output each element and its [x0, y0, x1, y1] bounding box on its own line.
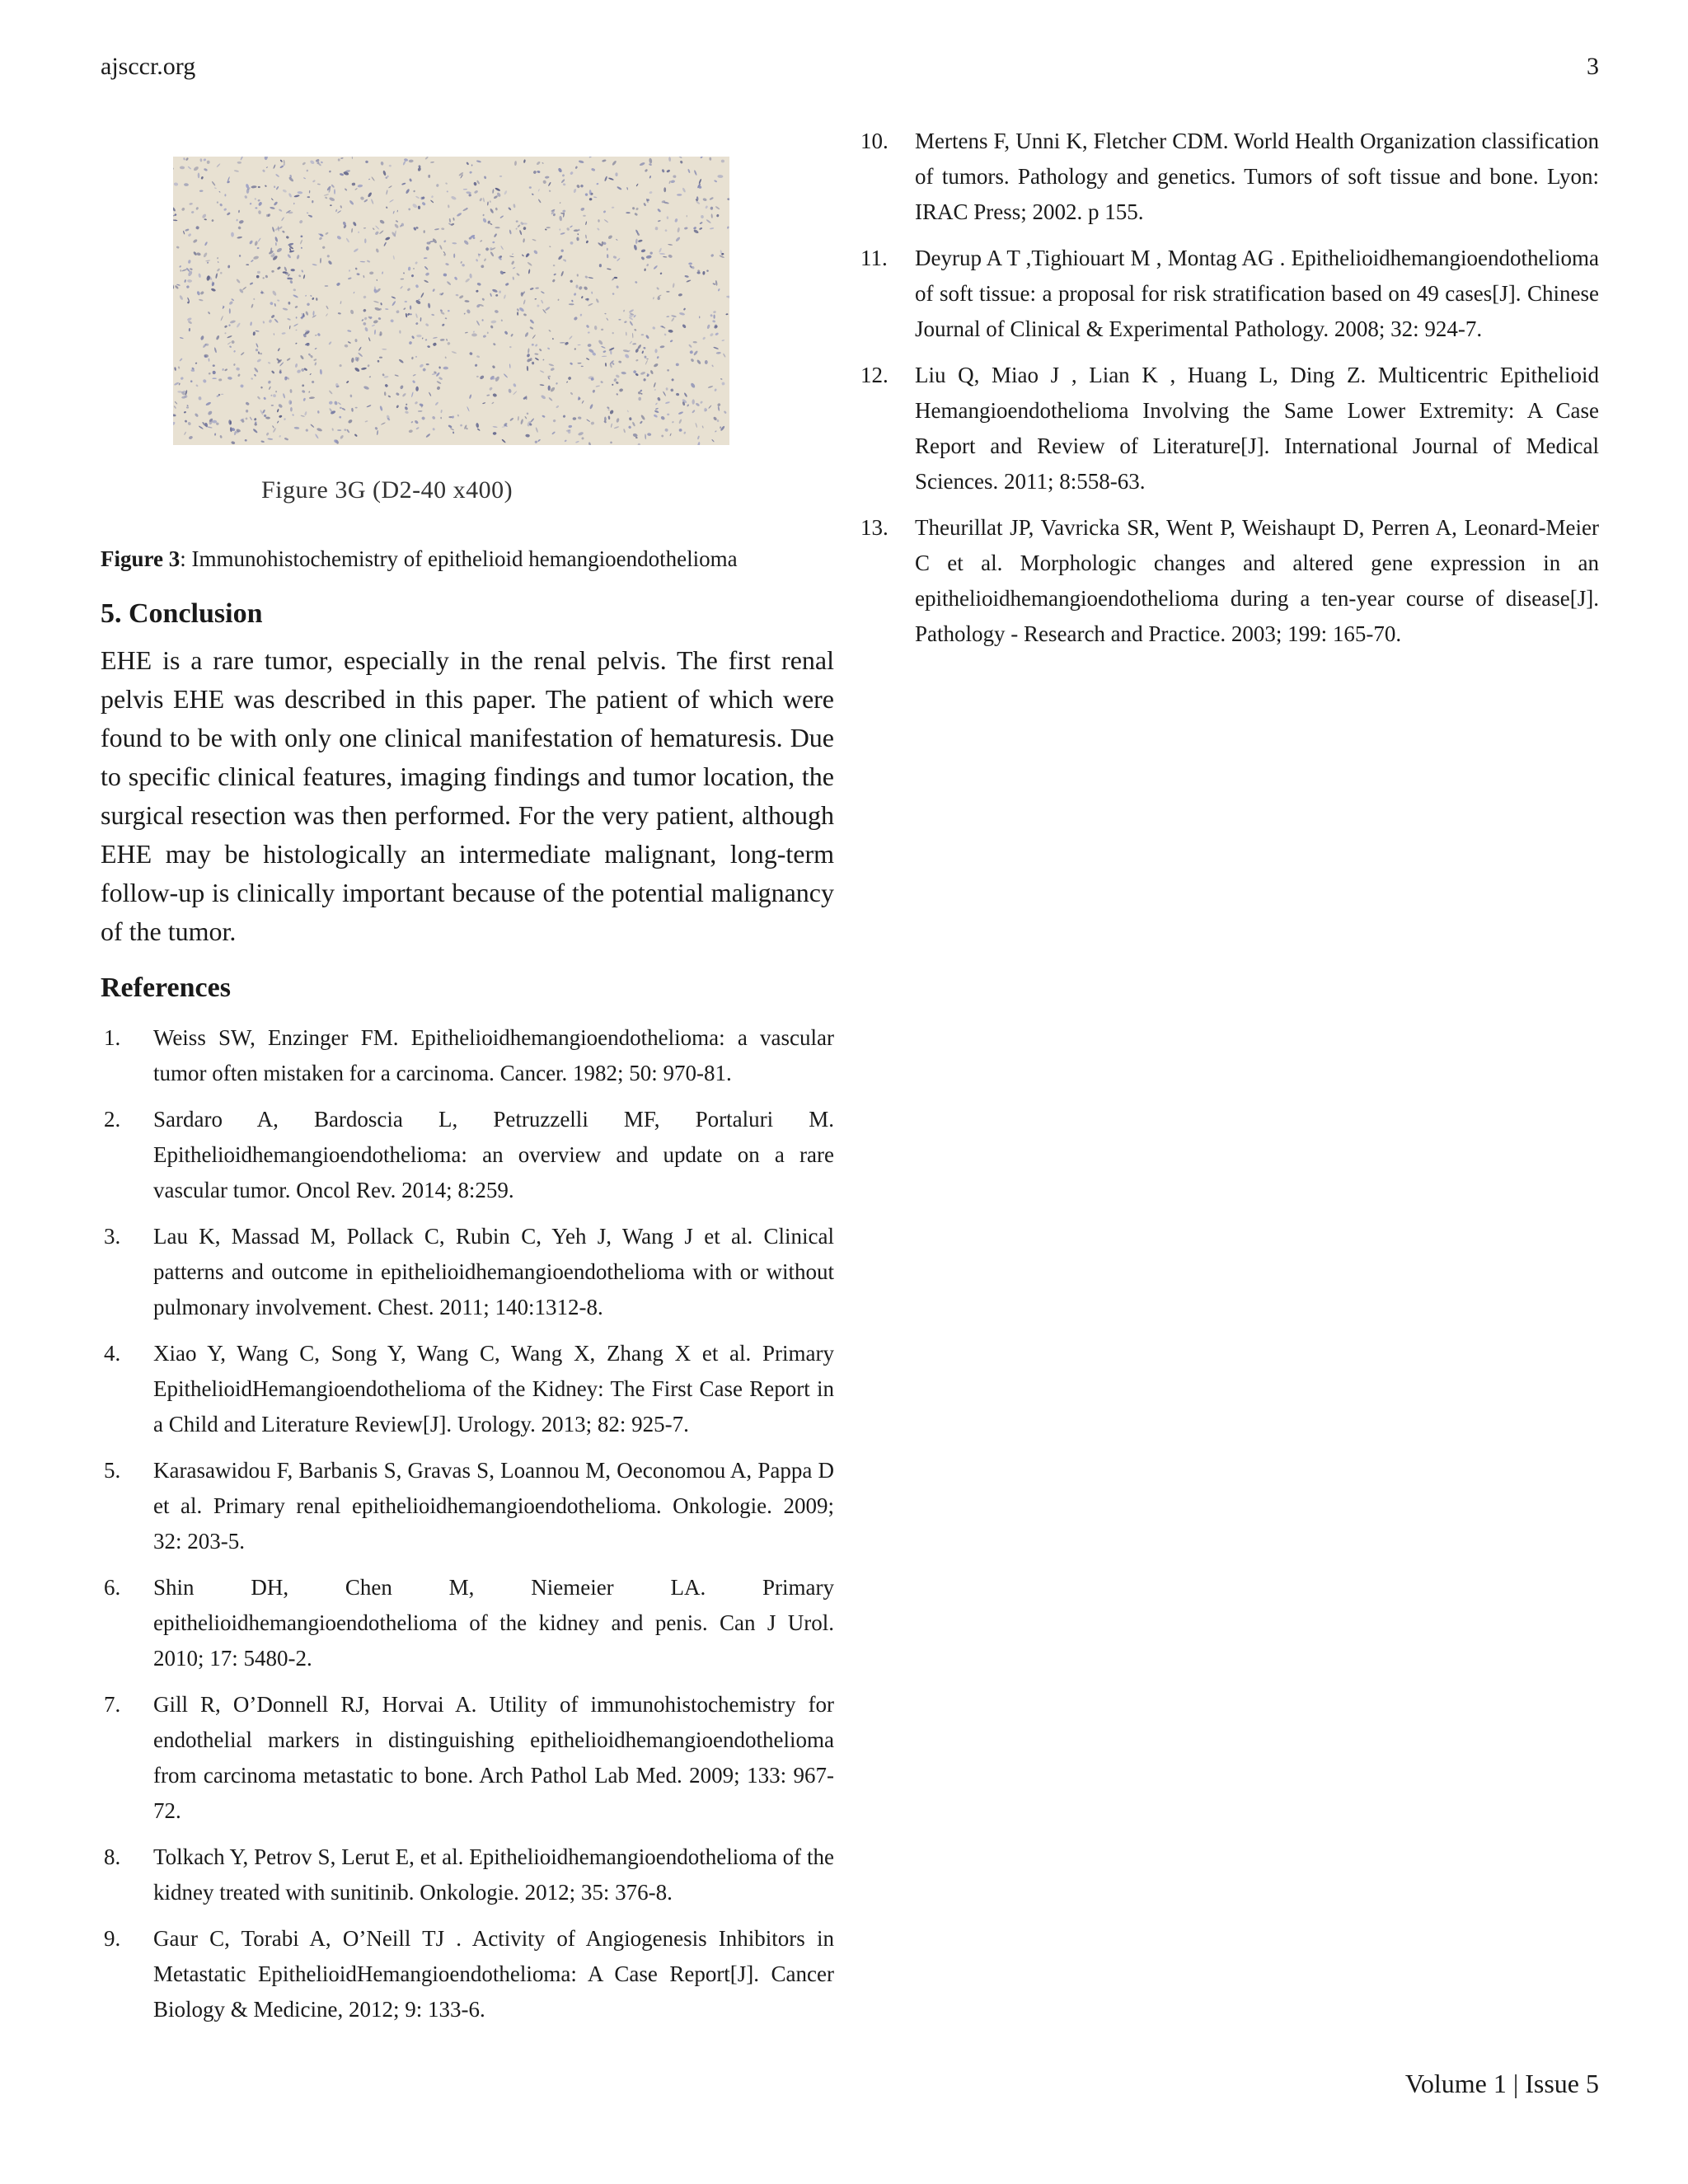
- reference-item: 2. Sardaro A, Bardoscia L, Petruzzelli MF, Portaluri M. Epithelioidhemangioendothelioma: an overview and update on a rare vascular tumor. Oncol Rev. 2014; 8:259.: [104, 1106, 834, 1202]
- reference-item: 6. Shin DH, Chen M, Niemeier LA. Primary epithelioidhemangioendothelioma of the kidney and penis. Can J Urol. 2010; 17: 5480-2.: [104, 1574, 834, 1671]
- figure-image-label: Figure 3G (D2-40 x400): [261, 476, 513, 504]
- reference-item: 3. Lau K, Massad M, Pollack C, Rubin C, Yeh J, Wang J et al. Clinical patterns and outcome in epithelioidhemangioendothelioma with or without pulmonary involvement. Chest. 2011; 140:1312-8.: [104, 1223, 834, 1319]
- references-heading: References: [101, 972, 231, 1003]
- reference-item: 5. Karasawidou F, Barbanis S, Gravas S, Loannou M, Oeconomou A, Pappa D et al. Primary renal epithelioidhemangioendothelioma. Onkologie. 2009; 32: 203-5.: [104, 1457, 834, 1554]
- figure-3g: [101, 124, 834, 544]
- reference-item: 1. Weiss SW, Enzinger FM. Epithelioidhemangioendothelioma: a vascular tumor often mistaken for a carcinoma. Cancer. 1982; 50: 970-81.: [104, 1024, 834, 1085]
- reference-item: 4. Xiao Y, Wang C, Song Y, Wang C, Wang X, Zhang X et al. Primary EpithelioidHemangioendothelioma of the Kidney: The First Case Report in a Child and Literature Review[J]. Urology. 2013; 82: 925-7.: [104, 1340, 834, 1436]
- conclusion-heading: 5. Conclusion: [101, 598, 263, 629]
- reference-item: 12. Liu Q, Miao J , Lian K , Huang L, Ding Z. Multicentric Epithelioid Hemangioendothelioma Involving the Same Lower Extremity: A Case Report and Review of Literature[J]. International Journal of Medical Sciences. 2011; 8:558-63.: [860, 363, 1599, 494]
- right-column: [857, 124, 1599, 663]
- conclusion-text: EHE is a rare tumor, especially in the renal pelvis. The first renal pelvis EHE was described in this paper. The patient of which were found to be with only one clinical manifestation of hematuresis. Due to specific clinical features, imaging findings and tumor location, the surgical resection was then performed. For the very patient, although EHE may be histologically an intermediate malignant, long-term follow-up is clinically important because of the potential malignancy of the tumor.: [101, 644, 834, 946]
- reference-item: 7. Gill R, O’Donnell RJ, Horvai A. Utility of immunohistochemistry for endothelial markers in distinguishing epithelioidhemangioendothelioma from carcinoma metastatic to bone. Arch Pathol Lab Med. 2009; 133: 967-72.: [104, 1691, 834, 1823]
- journal-site: ajsccr.org: [101, 53, 196, 80]
- reference-list-right: [857, 124, 1599, 652]
- reference-item: 8. Tolkach Y, Petrov S, Lerut E, et al. Epithelioidhemangioendothelioma of the kidney treated with sunitinib. Onkologie. 2012; 35: 376-8.: [104, 1844, 834, 1905]
- micrograph-texture: [173, 157, 729, 445]
- figure-caption-label: Figure 3: [101, 546, 181, 571]
- reference-item: 13. Theurillat JP, Vavricka SR, Went P, Weishaupt D, Perren A, Leonard-Meier C et al. Morphologic changes and altered gene expression in an epithelioidhemangioendothelioma during a ten-year course of disease[J]. Pathology - Research and Practice. 2003; 199: 165-70.: [860, 515, 1599, 646]
- reference-item: 11. Deyrup A T ,Tighiouart M , Montag AG . Epithelioidhemangioendothelioma of soft tissue: a proposal for risk stratification based on 49 cases[J]. Chinese Journal of Clinical & Experimental Pathology. 2008; 32: 924-7.: [860, 246, 1599, 341]
- figure-caption-text: : Immunohistochemistry of epithelioid hemangioendothelioma: [180, 546, 738, 571]
- reference-item: 9. Gaur C, Torabi A, O’Neill TJ . Activity of Angiogenesis Inhibitors in Metastatic EpithelioidHemangioendothelioma: A Case Report[J]. Cancer Biology & Medicine, 2012; 9: 133-6.: [104, 1925, 834, 2022]
- micrograph-image: [173, 157, 729, 445]
- reference-item: 10. Mertens F, Unni K, Fletcher CDM. World Health Organization classification of tumors. Pathology and genetics. Tumors of soft tissue and bone. Lyon: IRAC Press; 2002. p 155.: [860, 129, 1599, 224]
- left-column: [101, 124, 834, 2038]
- page-number: 3: [1587, 53, 1599, 80]
- figure-caption: [101, 544, 834, 575]
- reference-list-left: [101, 1020, 834, 2027]
- volume-issue: Volume 1 | Issue 5: [1404, 2069, 1599, 2098]
